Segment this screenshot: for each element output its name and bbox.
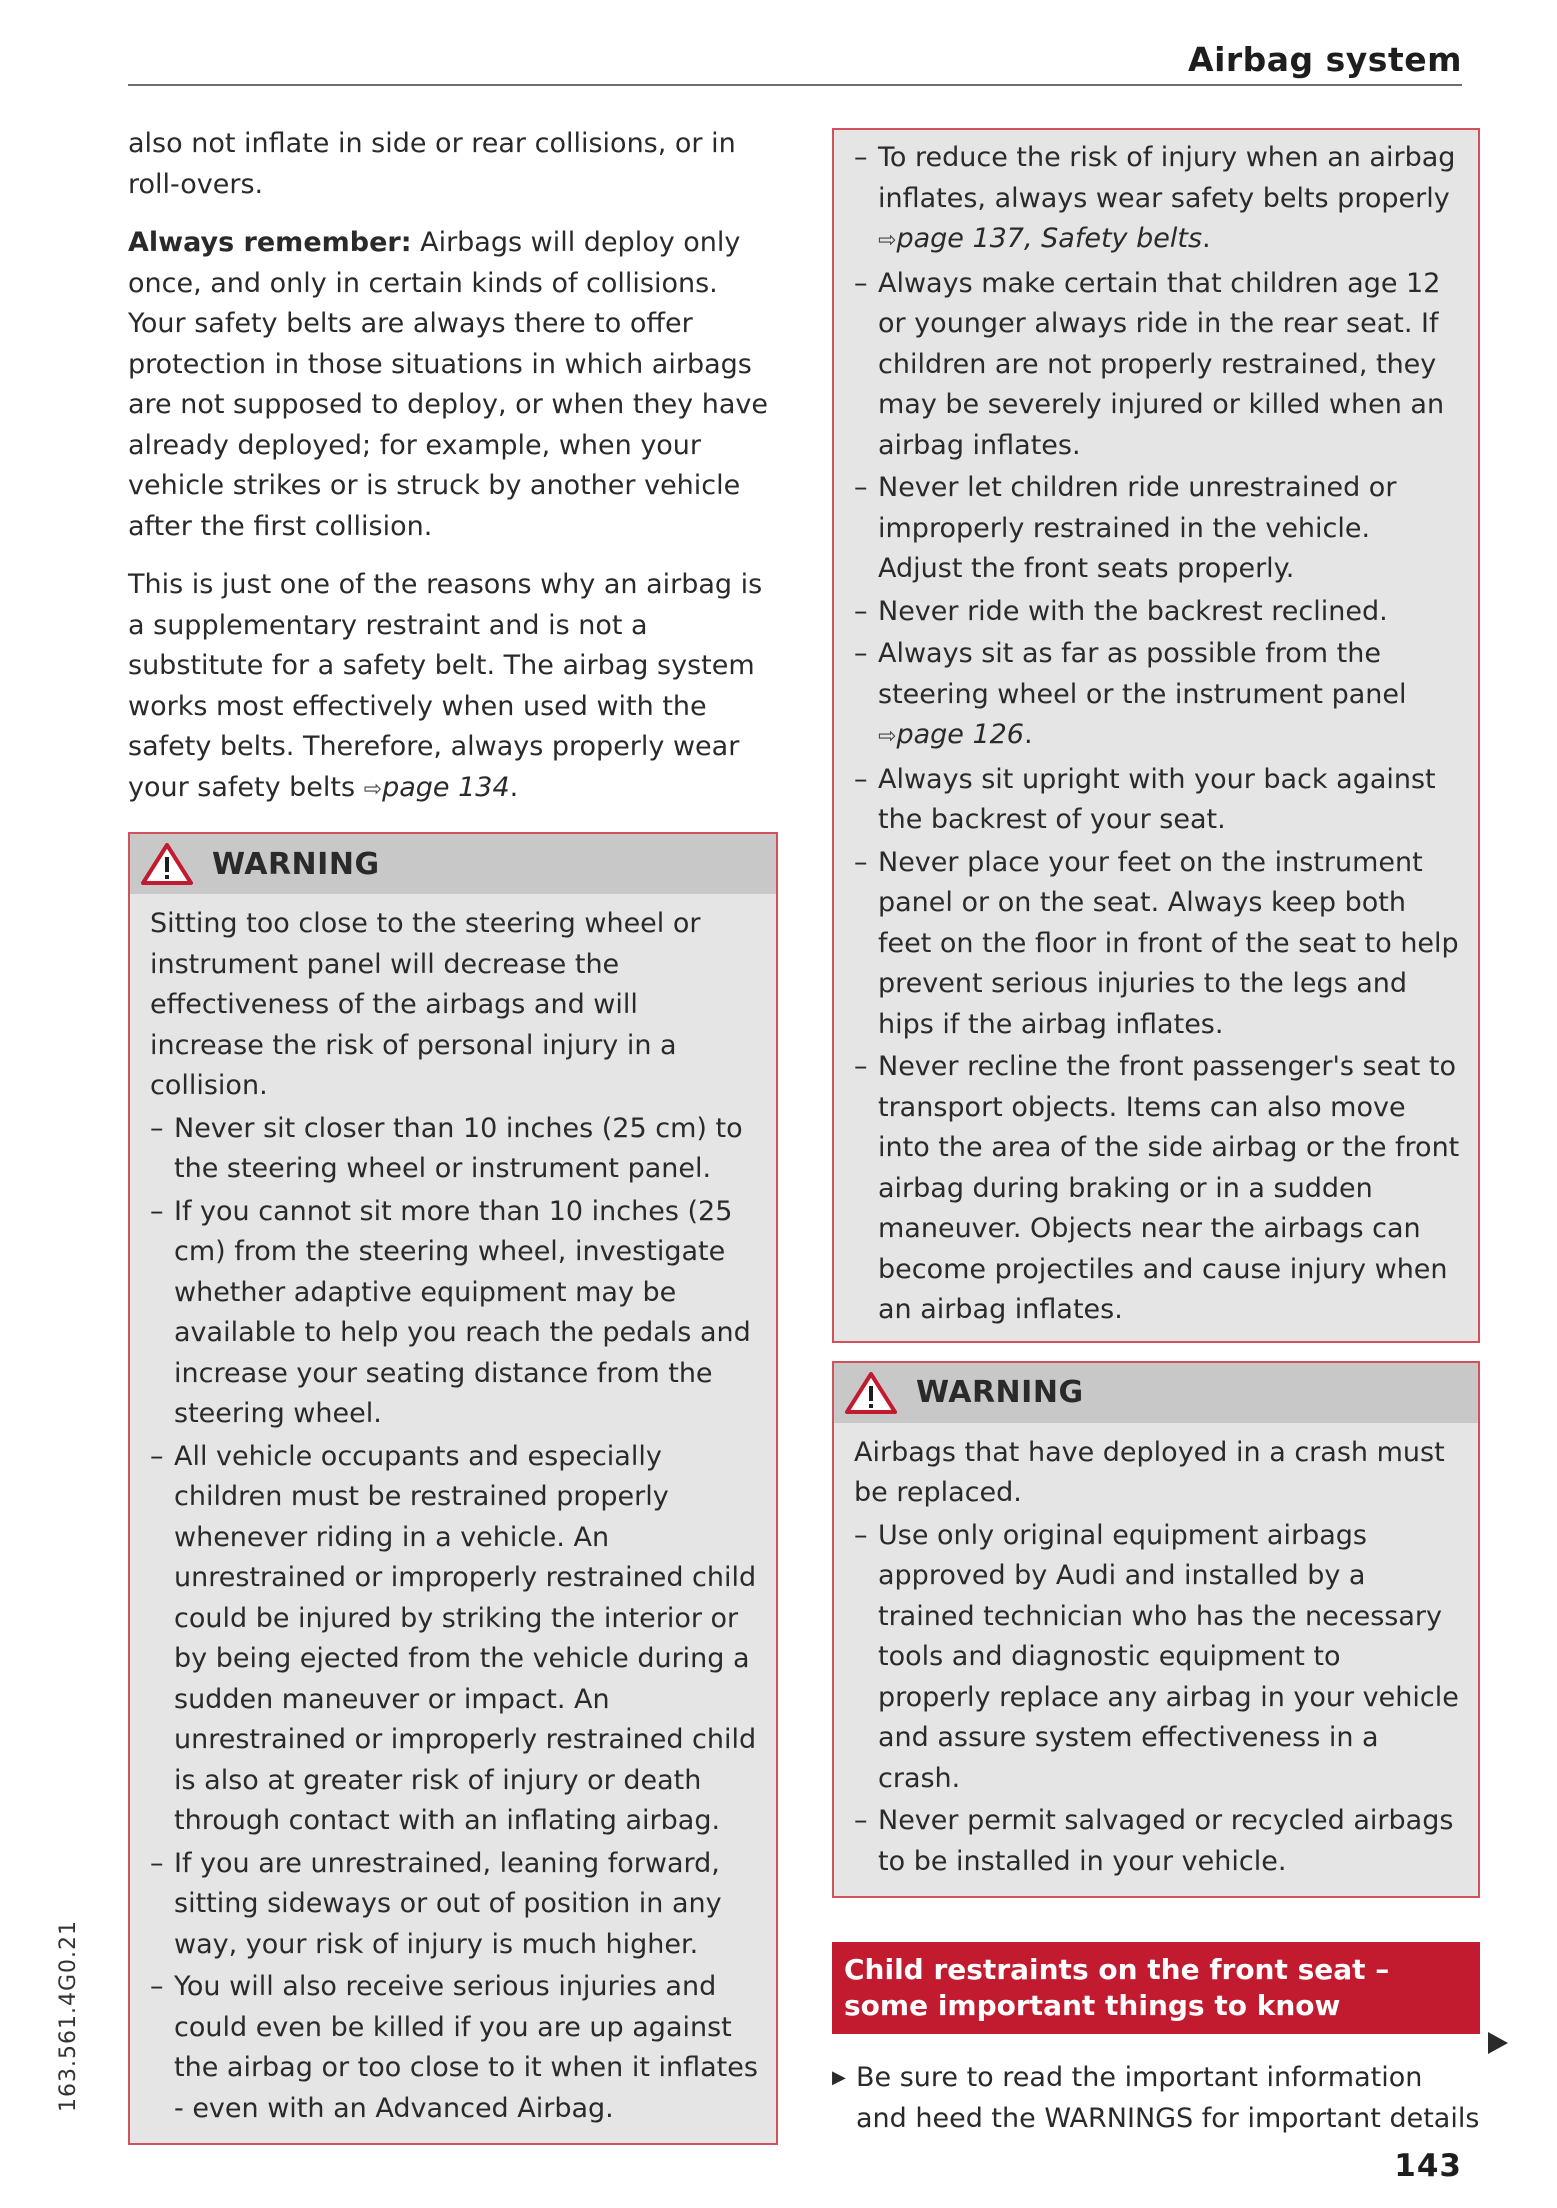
paragraph-always-remember (128, 223, 778, 547)
warning-intro: Sitting too close to the steering wheel or instrument panel will decrease the effectiveness of the airbags and will increase the risk of personal injury in a collision. (150, 908, 701, 1101)
warning-triangle-icon (844, 1371, 898, 1415)
list-item: – You will also receive serious injuries and could even be killed if you are up against the airbag or too close to it when it inflates - even with an Advanced Airbag. (150, 1967, 758, 2129)
warning-title: WARNING (212, 846, 380, 882)
list-item: – Use only original equipment airbags approved by Audi and installed by a trained technician who has the necessary tools and diagnostic equipment to properly replace any airbag in your vehicle and assure system effectiveness in a crash. (854, 1516, 1460, 1800)
list-item: – If you are unrestrained, leaning forward, sitting sideways or out of position in any way, your risk of injury is much higher. (150, 1844, 758, 1966)
continue-arrow-icon (1488, 2032, 1508, 2054)
page-ref-link[interactable]: page 137, Safety belts (896, 223, 1203, 254)
item-text: Always sit as far as possible from the steering wheel or the instrument panel (878, 638, 1407, 710)
page-ref-arrow-icon: ⇨ (363, 776, 383, 802)
warning-list (854, 1516, 1460, 1883)
warning-triangle-icon (140, 842, 194, 886)
list-item: – Never let children ride unrestrained or improperly restrained in the vehicle. Adjust the front seats properly. (854, 468, 1460, 590)
item-text: To reduce the risk of injury when an airbag inflates, always wear safety belts properly (878, 142, 1456, 214)
warning-header (130, 834, 776, 894)
page-ref-link[interactable]: page 126 (896, 719, 1024, 750)
period: . (1202, 223, 1211, 254)
list-item (854, 138, 1460, 262)
period: . (509, 771, 519, 803)
paragraph-supplementary-restraint (128, 565, 778, 810)
document-code: 163.561.4G0.21 (56, 1920, 81, 2112)
page-ref-link[interactable]: page 134 (382, 771, 510, 803)
safety-list (854, 138, 1460, 1331)
section-intro-text: Be sure to read the important information and heed the WARNINGS for important details (856, 2062, 1480, 2134)
left-column (128, 124, 778, 2145)
right-column (832, 128, 1480, 2139)
warning-box-seating (128, 832, 778, 2145)
always-remember-text: Airbags will deploy only once, and only in certain kinds of collisions. Your safety belts are always there to offer protection in those situations in which airbags are not supposed to deploy, or when they have already deployed; for example, when your vehicle strikes or is struck by another vehicle after the first collision. (128, 227, 768, 542)
warning-title: WARNING (916, 1375, 1084, 1410)
bullet-triangle-icon: ▶ (832, 2067, 846, 2088)
warning-body (834, 1423, 1478, 1897)
period: . (1024, 719, 1033, 750)
warning-box-replacement (832, 1361, 1480, 1899)
warning-list (150, 1109, 758, 2130)
list-item: – Always make certain that children age 12 or younger always ride in the rear seat. If children are not properly restrained, they may be severely injured or killed when an airbag inflates. (854, 264, 1460, 467)
list-item: – Never sit closer than 10 inches (25 cm) to the steering wheel or instrument panel. (150, 1109, 758, 1190)
list-item: – Never recline the front passenger's seat to transport objects. Items can also move into the area of the side airbag or the front airbag during braking or in a sudden maneuver. Objects near the airbags can become projectiles and cause injury when an airbag inflates. (854, 1047, 1460, 1331)
paragraph-continued: also not inflate in side or rear collisions, or in roll-overs. (128, 128, 736, 200)
section-intro-bullet (832, 2058, 1480, 2139)
page-ref-arrow-icon: ⇨ (878, 228, 897, 253)
list-item: – Never place your feet on the instrument panel or on the seat. Always keep both feet on the floor in front of the seat to help prevent serious injuries to the legs and hips if the airbag inflates. (854, 843, 1460, 1046)
always-remember-label: Always remember: (128, 227, 412, 258)
list-item: – All vehicle occupants and especially children must be restrained properly whenever riding in a vehicle. An unrestrained or improperly restrained child could be injured by striking the interior or by being ejected from the vehicle during a sudden maneuver or impact. An unrestrained or improperly restrained child is also at greater risk of injury or death through contact with an inflating airbag. (150, 1437, 758, 1842)
list-item: – Always sit upright with your back against the backrest of your seat. (854, 760, 1460, 841)
page-ref-arrow-icon: ⇨ (878, 724, 897, 749)
section-heading: Child restraints on the front seat – some important things to know (832, 1942, 1480, 2034)
supplementary-text: This is just one of the reasons why an airbag is a supplementary restraint and is not a substitute for a safety belt. The airbag system works most effectively when used with the safety belts. Therefore, always properly wear your safety belts (128, 569, 763, 803)
warning-header (834, 1363, 1478, 1423)
warning-body (130, 894, 776, 2143)
list-item: – If you cannot sit more than 10 inches (25 cm) from the steering wheel, investigate whether adaptive equipment may be available to help you reach the pedals and increase your seating distance from the steering wheel. (150, 1192, 758, 1435)
page-number: 143 (1394, 2148, 1462, 2184)
running-header: Airbag system (1188, 40, 1462, 79)
header-rule (128, 84, 1462, 86)
list-item (854, 634, 1460, 758)
warning-box-continued (832, 128, 1480, 1343)
list-item: – Never ride with the backrest reclined. (854, 592, 1460, 633)
warning-intro: Airbags that have deployed in a crash must be replaced. (854, 1436, 1445, 1508)
list-item: – Never permit salvaged or recycled airbags to be installed in your vehicle. (854, 1801, 1460, 1882)
